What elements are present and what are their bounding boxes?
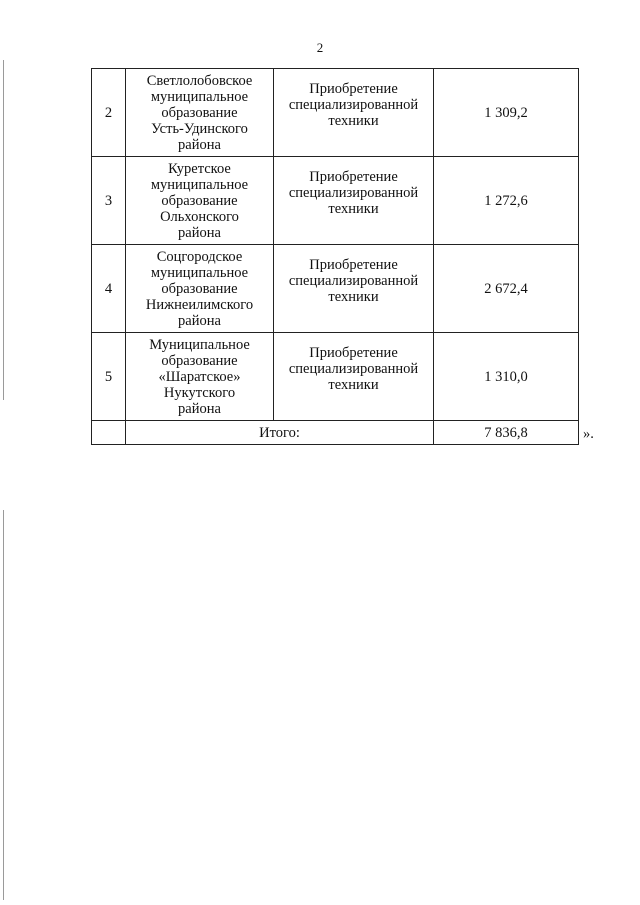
table-row: [92, 333, 579, 421]
total-amount: 7 836,8: [434, 421, 579, 445]
purpose-text: Приобретение специализированной техники: [288, 256, 419, 305]
row-number-cell: 3: [92, 157, 126, 245]
purpose-cell: [274, 157, 434, 245]
total-row: [92, 421, 579, 445]
purpose-cell: [274, 333, 434, 421]
purpose-text: Приобретение специализированной техники: [288, 344, 419, 393]
municipality-name: Муниципальное образование «Шаратское» Нукутского района: [149, 336, 250, 417]
municipality-name-cell: [126, 245, 274, 333]
municipality-name-cell: [126, 69, 274, 157]
purpose-cell: [274, 245, 434, 333]
scan-edge-line-top: [3, 60, 4, 400]
row-number-cell: 4: [92, 245, 126, 333]
scan-edge-line-bottom: [3, 510, 4, 900]
purpose-text: Приобретение специализированной техники: [288, 80, 419, 129]
municipality-name: Светлолобовское муниципальное образование Усть-Удинского района: [146, 72, 253, 153]
amount-cell: 1 309,2: [434, 69, 579, 157]
municipality-name: Куретское муниципальное образование Ольхонского района: [150, 160, 249, 241]
amount-cell: 1 272,6: [434, 157, 579, 245]
page-number: 2: [316, 40, 324, 55]
municipal-funding-table: [91, 68, 579, 445]
row-number-cell: 2: [92, 69, 126, 157]
municipality-name: Соцгородское муниципальное образование Нижнеилимского района: [145, 248, 254, 329]
purpose-cell: [274, 69, 434, 157]
closing-quote-mark: ».: [583, 426, 594, 442]
total-label: Итого:: [126, 421, 434, 445]
total-empty-cell: [92, 421, 126, 445]
table-row: [92, 69, 579, 157]
table-row: [92, 245, 579, 333]
municipality-name-cell: [126, 157, 274, 245]
purpose-text: Приобретение специализированной техники: [288, 168, 419, 217]
amount-cell: 1 310,0: [434, 333, 579, 421]
table-row: [92, 157, 579, 245]
municipality-name-cell: [126, 333, 274, 421]
row-number-cell: 5: [92, 333, 126, 421]
amount-cell: 2 672,4: [434, 245, 579, 333]
